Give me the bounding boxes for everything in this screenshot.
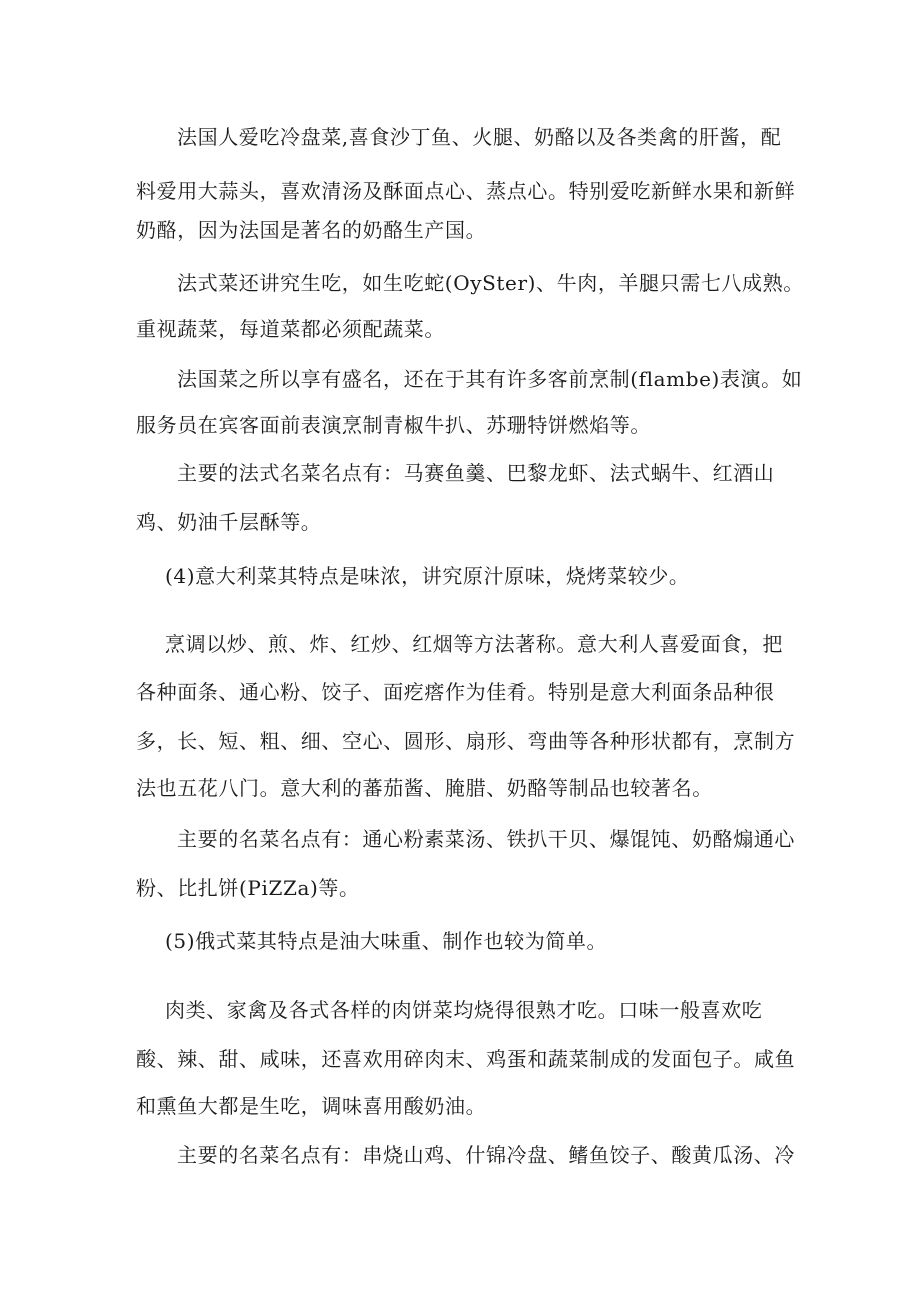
text-line: 料爱用大蒜头，喜欢清汤及酥面点心、蒸点心。特别爱吃新鲜水果和新鲜 — [136, 179, 796, 203]
text-line: 主要的法式名菜名点有：马赛鱼羹、巴黎龙虾、法式蜗牛、红酒山 — [177, 461, 775, 485]
text-line: 法国人爱吃冷盘菜,喜食沙丁鱼、火腿、奶酪以及各类禽的肝酱，配 — [177, 125, 782, 149]
text-line: (4)意大利菜其特点是味浓，讲究原汁原味，烧烤菜较少。 — [165, 564, 690, 588]
text-line: 肉类、家禽及各式各样的肉饼菜均烧得很熟才吃。口味一般喜欢吃 — [165, 998, 763, 1022]
text-line: 多，长、短、粗、细、空心、圆形、扇形、弯曲等各种形状都有，烹制方 — [136, 729, 796, 753]
text-line: 奶酪，因为法国是著名的奶酪生产国。 — [136, 218, 487, 242]
text-line: 各种面条、通心粉、饺子、面疙瘩作为佳肴。特别是意大利面条品种很 — [136, 680, 775, 704]
text-line: 和熏鱼大都是生吃，调味喜用酸奶油。 — [136, 1094, 487, 1118]
text-line: 法式菜还讲究生吃，如生吃蛇(OySter)、牛肉，羊腿只需七八成熟。 — [177, 271, 804, 295]
text-line: 法国菜之所以享有盛名，还在于其有许多客前烹制(flambe)表演。如 — [177, 367, 803, 391]
text-line: 鸡、奶油千层酥等。 — [136, 510, 322, 534]
text-line: 烹调以炒、煎、炸、红炒、红烟等方法著称。意大利人喜爱面食，把 — [165, 632, 783, 656]
text-line: (5)俄式菜其特点是油大味重、制作也较为简单。 — [165, 929, 608, 953]
text-line: 重视蔬菜，每道菜都必须配蔬菜。 — [136, 317, 445, 341]
text-line: 酸、辣、甜、咸味，还喜欢用碎肉末、鸡蛋和蔬菜制成的发面包子。咸鱼 — [136, 1047, 796, 1071]
text-line: 粉、比扎饼(PiZZa)等。 — [136, 876, 360, 900]
text-line: 主要的名菜名点有：通心粉素菜汤、铁扒干贝、爆馄饨、奶酪煽通心 — [177, 827, 795, 851]
text-line: 服务员在宾客面前表演烹制青椒牛扒、苏珊特饼燃焰等。 — [136, 413, 651, 437]
text-line: 法也五花八门。意大利的蕃茄酱、腌腊、奶酪等制品也较著名。 — [136, 776, 713, 800]
text-line: 主要的名菜名点有：串烧山鸡、什锦冷盘、鳍鱼饺子、酸黄瓜汤、冷 — [177, 1143, 795, 1167]
